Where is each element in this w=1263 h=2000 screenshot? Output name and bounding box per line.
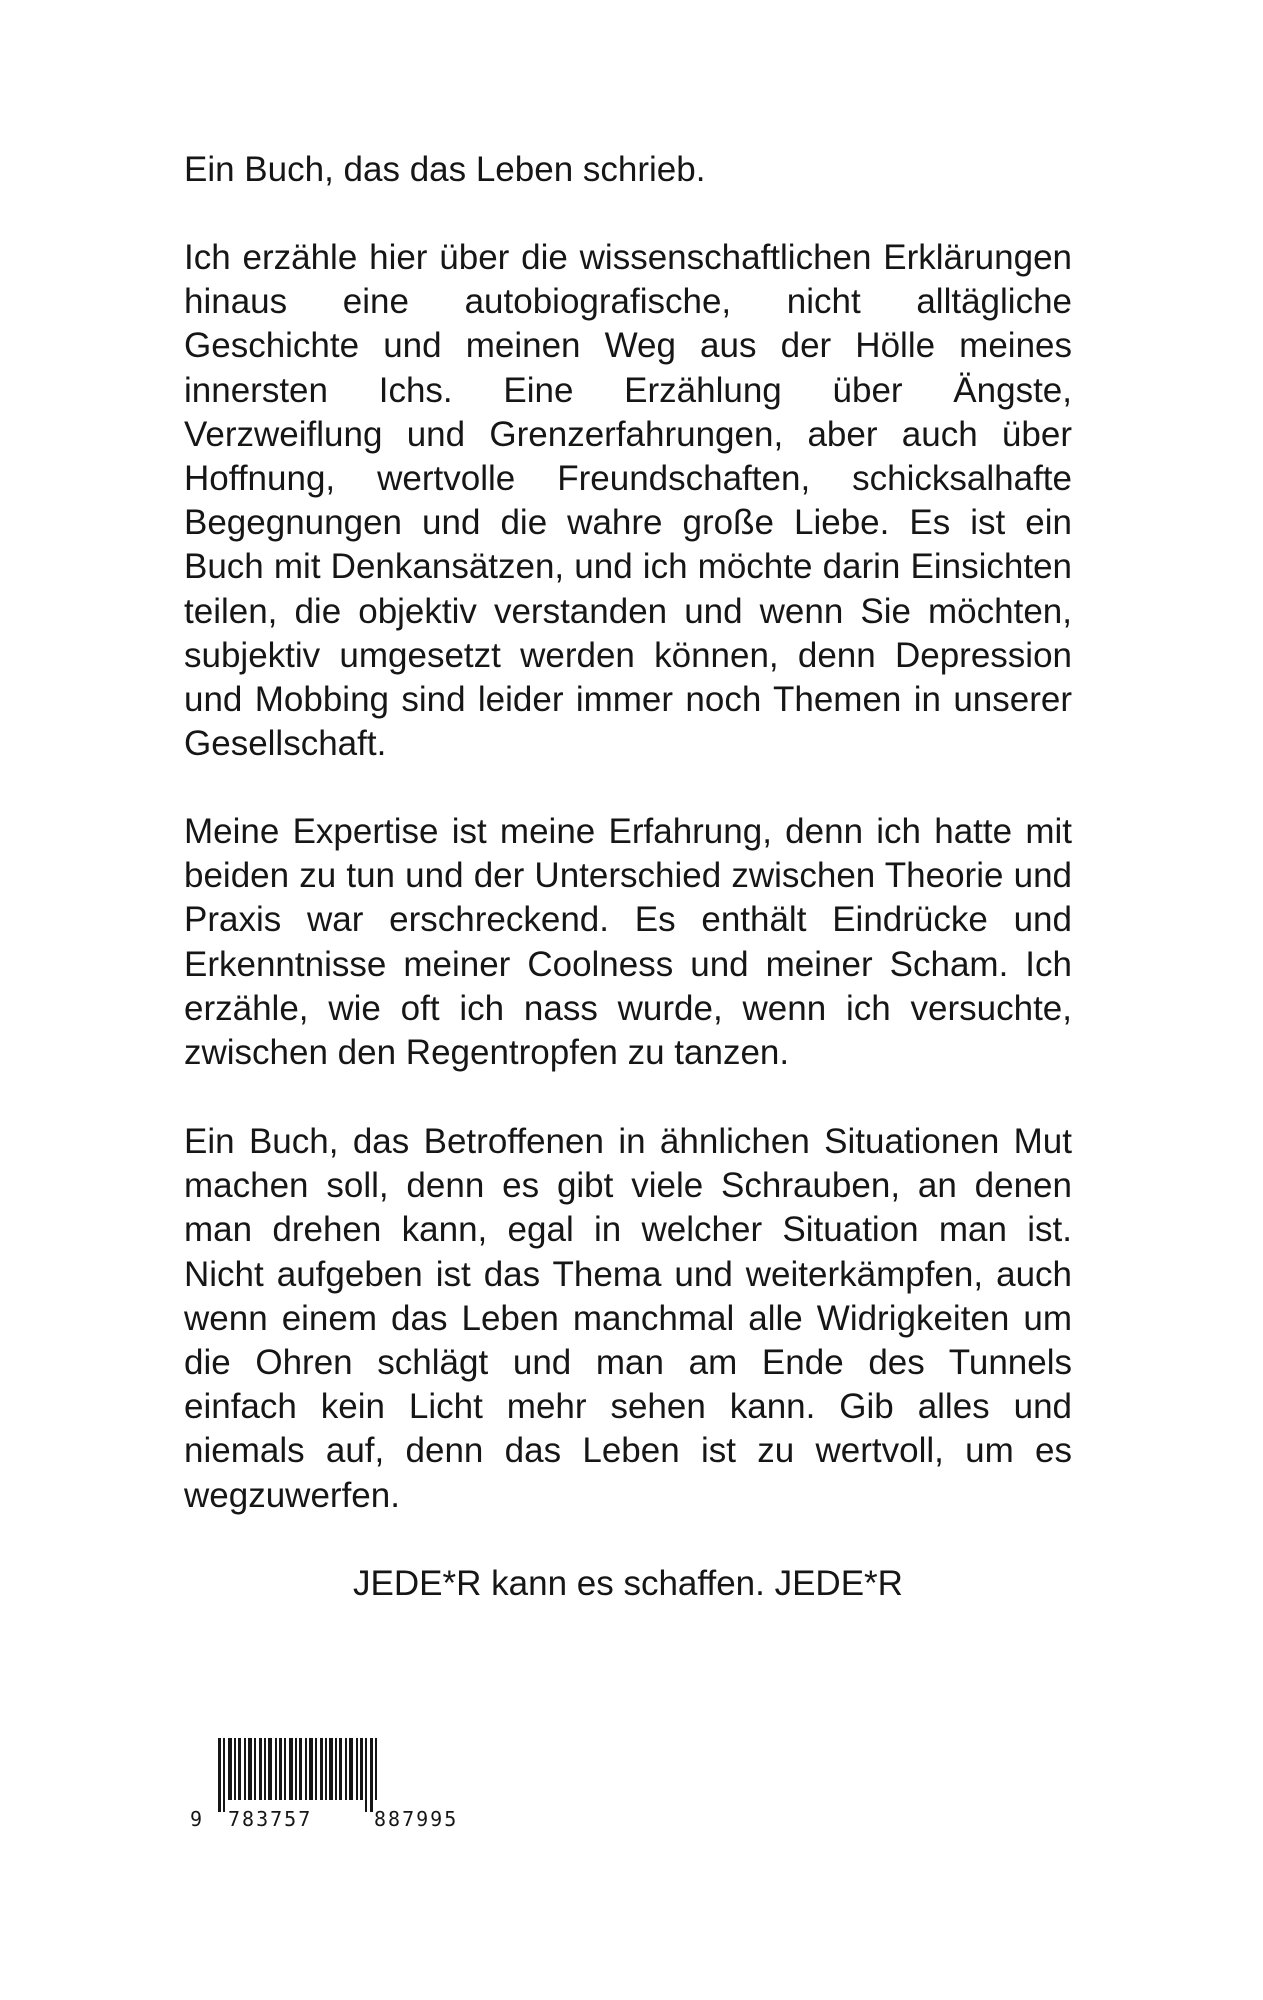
barcode-bar (295, 1738, 297, 1800)
barcode-bar (254, 1738, 256, 1800)
blurb-paragraph-3: Ein Buch, das Betroffenen in ähnlichen Situationen Mut machen soll, denn es gibt viele Schrauben, an denen man drehen kann, egal in welcher Situation man ist. Nicht aufgeben ist das Thema und weiterkämpfen, auch wenn einem das Leben manchmal alle Widrigkeiten um die Ohren schlägt und man am Ende des Tunnels einfach kein Licht mehr sehen kann. Gib alles und niemals auf, denn das Leben ist zu wertvoll, um es wegzuwerfen. (184, 1122, 1072, 1515)
barcode-bar (345, 1738, 347, 1800)
barcode-bar (299, 1738, 302, 1800)
barcode-bar (264, 1738, 266, 1800)
barcode-bar (339, 1738, 342, 1800)
barcode-bar (305, 1738, 307, 1800)
barcode-bar (365, 1738, 367, 1812)
barcode-bar (275, 1738, 277, 1800)
barcode-bar (259, 1738, 262, 1800)
barcode-bar (289, 1738, 293, 1800)
barcode-bar (370, 1738, 373, 1812)
barcode-bar (268, 1738, 272, 1800)
barcode-digits-right: 887995 (374, 1807, 459, 1828)
barcode-bar (223, 1738, 225, 1812)
barcode-bar (238, 1738, 241, 1800)
barcode-bar (244, 1738, 246, 1800)
barcode-bar (360, 1738, 363, 1800)
blurb-paragraph-2: Meine Expertise ist meine Erfahrung, denn ich hatte mit beiden zu tun und der Unterschied zwischen Theorie und Praxis war erschreckend. Es enthält Eindrücke und Erkenntnisse meiner Coolness und meiner Scham. Ich erzähle, wie oft ich nass wurde, wenn ich versuchte, zwischen den Regentropfen zu tanzen. (184, 812, 1072, 1073)
barcode-bar (356, 1738, 358, 1800)
barcode-digits-left: 783757 (228, 1807, 313, 1828)
barcode-graphic (190, 1738, 510, 1828)
barcode-bar (349, 1738, 353, 1800)
motto-line: JEDE*R kann es schaffen. JEDE*R (353, 1564, 903, 1603)
barcode-bar (329, 1738, 333, 1800)
intro-line: Ein Buch, das das Leben schrieb. (184, 150, 706, 189)
barcode-bar (315, 1738, 317, 1800)
barcode-bar (228, 1738, 232, 1800)
barcode-bar (279, 1738, 282, 1800)
isbn-barcode (190, 1738, 510, 1828)
barcode-bar (325, 1738, 327, 1800)
barcode-bar (320, 1738, 323, 1800)
barcode-bar (335, 1738, 337, 1800)
barcode-bar (309, 1738, 313, 1800)
blurb-paragraph-1: Ich erzähle hier über die wissenschaftlichen Erklärungen hinaus eine autobiografische, nicht alltägliche Geschichte und meinen Weg aus der Hölle meines innersten Ichs. Eine Erzählung über Ängste, Verzweiflung und Grenzerfahrungen, aber auch über Hoffnung, wertvolle Freundschaften, schicksalhafte Begegnungen und die wahre große Liebe. Es ist ein Buch mit Denkansätzen, und ich möchte darin Einsichten teilen, die objektiv verstanden und wenn Sie möchten, subjektiv umgesetzt werden können, denn Depression und Mobbing sind leider immer noch Themen in unserer Gesellschaft. (184, 238, 1072, 764)
barcode-bar (284, 1738, 286, 1800)
barcode-bar (375, 1738, 377, 1800)
barcode-bar (234, 1738, 236, 1800)
barcode-bar (218, 1738, 221, 1812)
barcode-bar (248, 1738, 252, 1800)
barcode-digit-first: 9 (190, 1807, 203, 1828)
